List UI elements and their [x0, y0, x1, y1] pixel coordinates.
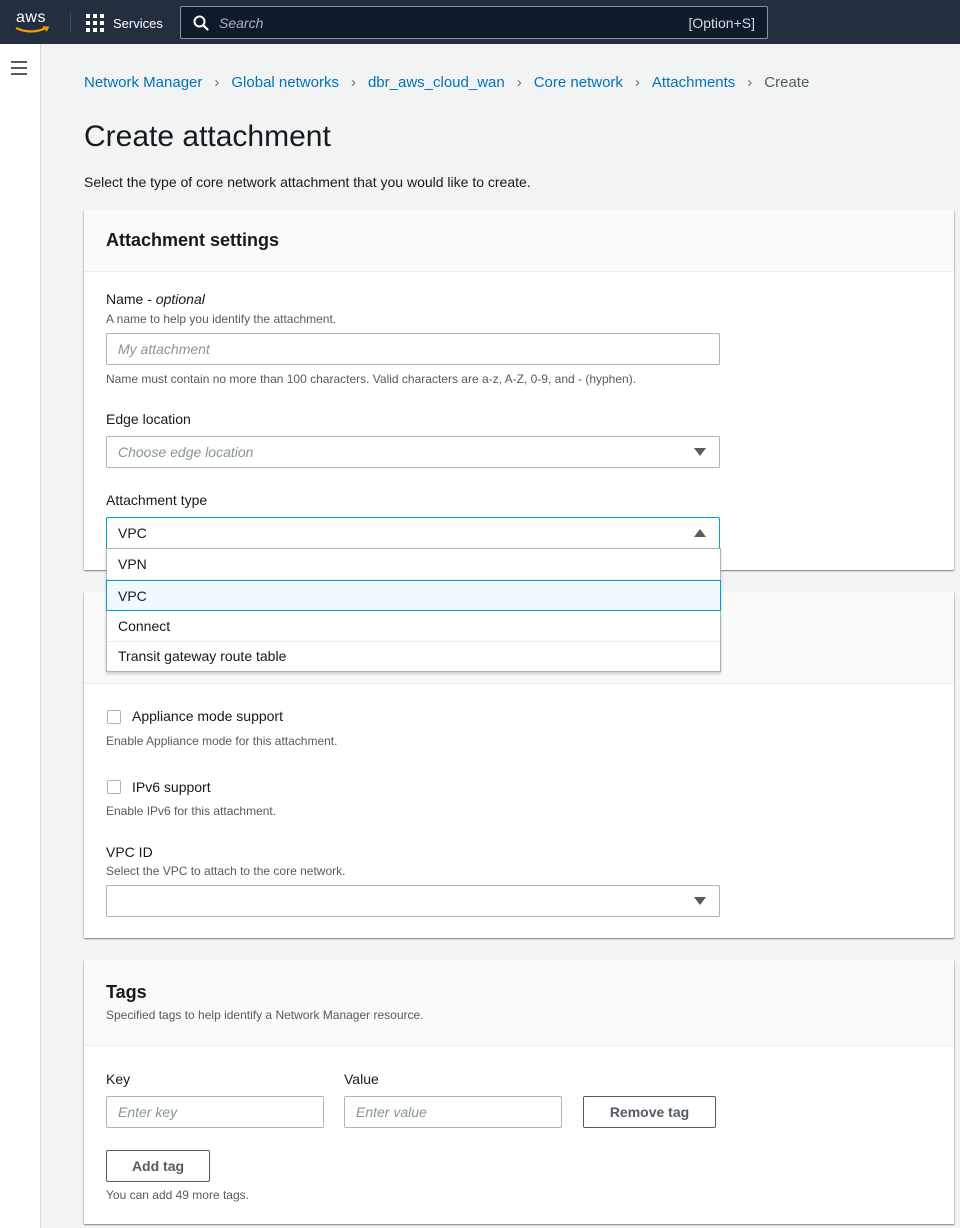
panel-title: Attachment settings [106, 230, 280, 250]
name-constraint-text: Name must contain no more than 100 characters. Valid characters are a-z, A-Z, 0-9, and - (hyphen). [106, 372, 637, 386]
option-vpc[interactable]: VPC [106, 580, 721, 611]
caret-down-icon [694, 897, 706, 905]
tags-remaining-note: You can add 49 more tags. [106, 1188, 249, 1202]
page-title: Create attachment [84, 120, 331, 153]
tag-value-label: Value [344, 1071, 379, 1087]
option-transit-gateway-route-table[interactable]: Transit gateway route table [118, 648, 287, 664]
panel-title: Tags [106, 982, 147, 1002]
ipv6-support-label: IPv6 support [132, 779, 211, 795]
top-navigation [0, 0, 960, 44]
attachment-settings-panel [84, 210, 954, 570]
option-connect[interactable]: Connect [107, 611, 720, 642]
search-input[interactable] [219, 12, 639, 34]
search-shortcut-hint: [Option+S] [688, 15, 755, 31]
remove-tag-button[interactable]: Remove tag [583, 1096, 716, 1128]
aws-logo-text: aws [16, 9, 46, 26]
side-navigation-collapsed [0, 44, 41, 1228]
tag-value-input[interactable] [344, 1096, 562, 1128]
ipv6-support-checkbox[interactable] [107, 780, 121, 794]
breadcrumb-core-network[interactable]: Core network [533, 74, 623, 91]
aws-smile-icon [14, 26, 50, 34]
breadcrumb-global-networks[interactable]: Global networks [231, 74, 339, 91]
vpc-id-label: VPC ID [106, 844, 153, 860]
breadcrumb-attachments[interactable]: Attachments [651, 74, 736, 91]
breadcrumb-global-network[interactable]: dbr_aws_cloud_wan [367, 74, 505, 91]
attachment-type-value: VPC [118, 525, 147, 541]
page-description: Select the type of core network attachment that you would like to create. [84, 174, 531, 190]
panel-header [84, 960, 954, 1046]
add-tag-button[interactable]: Add tag [106, 1150, 210, 1182]
tag-key-label: Key [106, 1071, 131, 1087]
services-menu-button[interactable] [86, 12, 163, 34]
attachment-type-dropdown [106, 548, 721, 672]
breadcrumb [84, 74, 809, 91]
caret-down-icon [694, 448, 706, 456]
services-label: Services [113, 15, 163, 31]
edge-location-placeholder: Choose edge location [118, 444, 254, 460]
name-description: A name to help you identify the attachment. [106, 312, 337, 326]
name-label: Name - optional [106, 291, 205, 307]
menu-icon[interactable] [11, 61, 27, 75]
nav-divider [70, 12, 71, 32]
tags-panel [84, 960, 954, 1224]
tags-description: Specified tags to help identify a Network Manager resource. [106, 1008, 424, 1022]
edge-location-select[interactable] [106, 436, 720, 468]
attachment-type-select[interactable] [106, 517, 720, 549]
name-input[interactable] [106, 333, 720, 365]
appliance-mode-description: Enable Appliance mode for this attachment. [106, 734, 338, 748]
breadcrumb-network-manager[interactable]: Network Manager [84, 74, 203, 91]
appliance-mode-checkbox[interactable] [107, 710, 121, 724]
aws-logo[interactable] [14, 8, 54, 36]
chevron-right-icon: › [747, 74, 753, 91]
global-search[interactable] [180, 6, 768, 39]
chevron-right-icon: › [350, 74, 356, 91]
vpc-id-select[interactable] [106, 885, 720, 917]
breadcrumb-current: Create [764, 74, 810, 91]
panel-header [84, 210, 954, 272]
vpc-id-description: Select the VPC to attach to the core network. [106, 864, 346, 878]
chevron-right-icon: › [634, 74, 640, 91]
search-icon [193, 15, 209, 31]
attachment-type-label: Attachment type [106, 492, 208, 508]
ipv6-support-description: Enable IPv6 for this attachment. [106, 804, 277, 818]
tag-key-input[interactable] [106, 1096, 324, 1128]
appliance-mode-label: Appliance mode support [132, 708, 283, 724]
caret-up-icon [694, 529, 706, 537]
services-grid-icon [86, 14, 104, 32]
option-vpn[interactable]: VPN [107, 549, 720, 580]
edge-location-label: Edge location [106, 411, 191, 427]
chevron-right-icon: › [516, 74, 522, 91]
chevron-right-icon: › [214, 74, 220, 91]
